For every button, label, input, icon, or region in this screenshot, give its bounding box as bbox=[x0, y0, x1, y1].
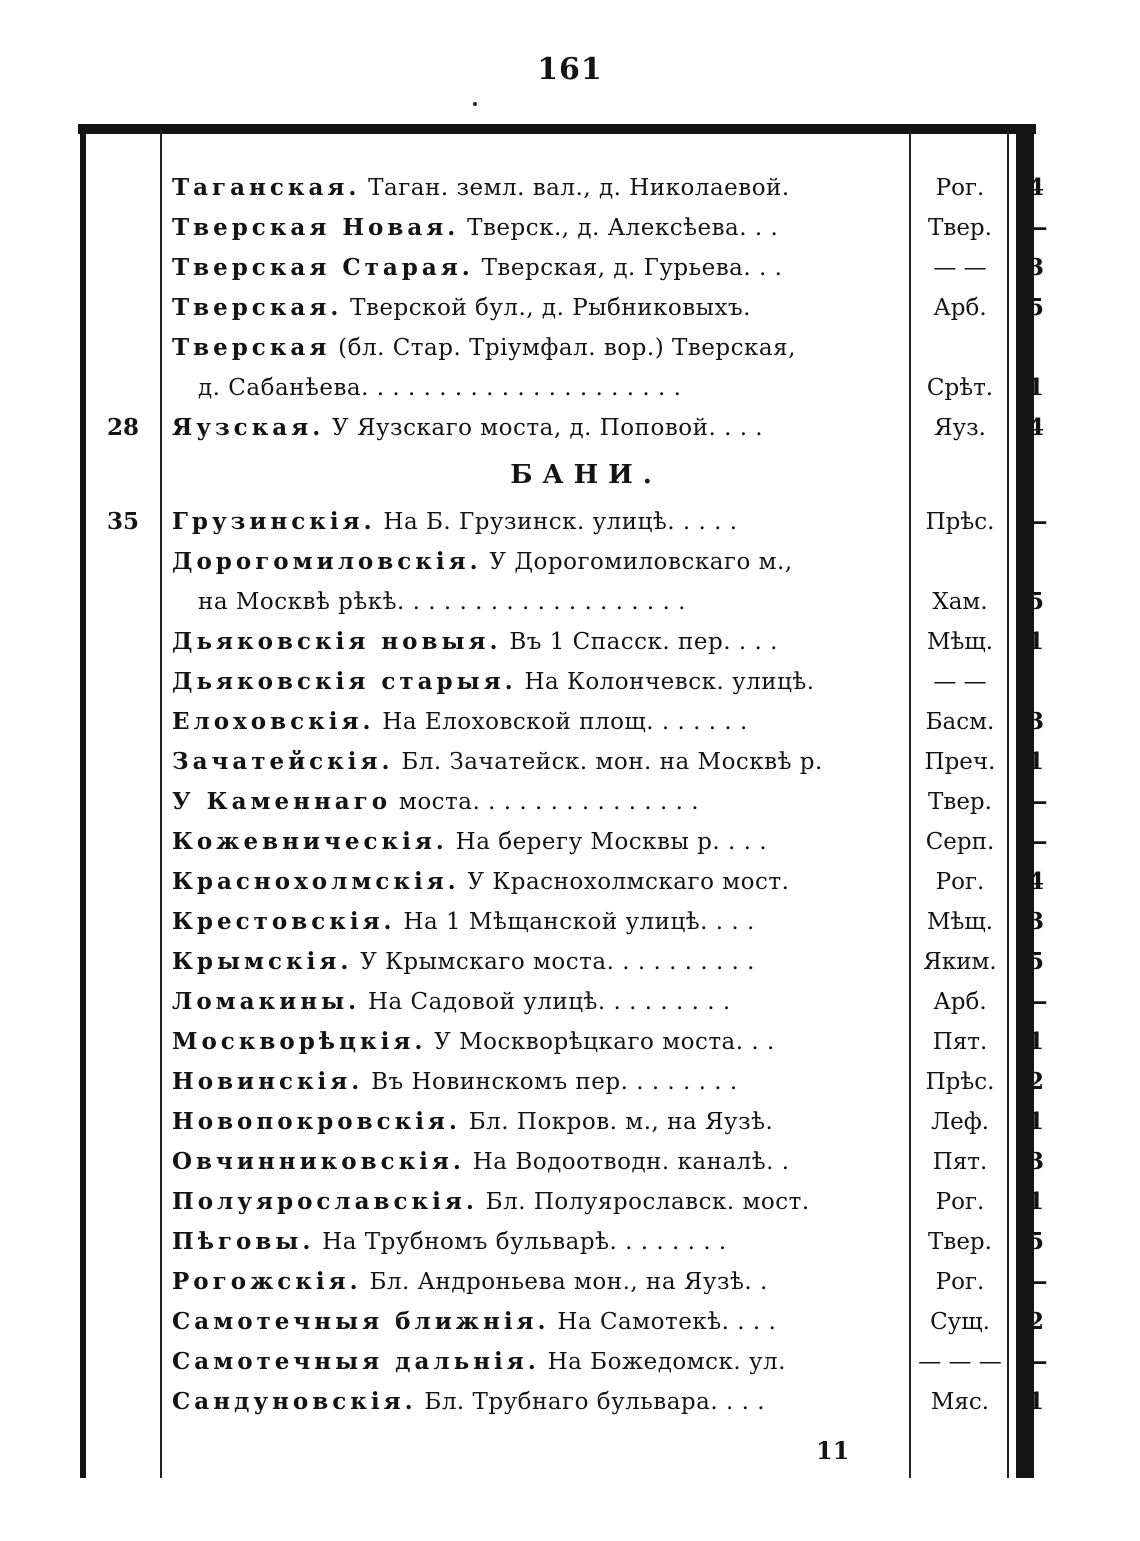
print-dot bbox=[473, 102, 477, 106]
signature-mark: 11 bbox=[816, 1436, 850, 1465]
entry-district: Яуз. bbox=[934, 415, 986, 441]
entry-address: На Водоотводн. каналѣ. . bbox=[464, 1149, 790, 1175]
entry-quarter: 5 bbox=[1027, 948, 1044, 975]
row-description bbox=[172, 208, 894, 248]
entry-address: Бл. Зачатейск. мон. на Москвѣ р. bbox=[393, 749, 823, 775]
entry-district: Рог. bbox=[935, 1189, 985, 1215]
entries-group-after bbox=[86, 502, 1048, 1422]
entry-quarter: 3 bbox=[1027, 908, 1044, 935]
entry-address: Тверск., д. Алексѣева. . . bbox=[459, 215, 779, 241]
entry-name: Крымскія. bbox=[172, 948, 353, 975]
table-row bbox=[86, 742, 1044, 782]
table-row bbox=[86, 982, 1048, 1022]
table-row bbox=[86, 1182, 1044, 1222]
table-row bbox=[86, 328, 1026, 368]
row-description bbox=[172, 328, 894, 368]
row-description bbox=[172, 862, 894, 902]
row-description bbox=[172, 742, 894, 782]
row-description bbox=[198, 582, 894, 622]
entry-quarter: 1 bbox=[1027, 1028, 1044, 1055]
entry-name: Грузинскія. bbox=[172, 508, 376, 535]
entry-district: Рог. bbox=[935, 175, 985, 201]
entry-address: У Крымскаго моста. . . . . . . . . . bbox=[352, 949, 755, 975]
entry-quarter: 3 bbox=[1027, 1148, 1044, 1175]
entry-address: У Дорогомиловскаго м., bbox=[481, 549, 793, 575]
table-row bbox=[86, 942, 1044, 982]
entry-quarter: — bbox=[1024, 1348, 1048, 1375]
entry-name: Дьяковскія новыя. bbox=[172, 628, 502, 655]
entry-name: Москворѣцкія. bbox=[172, 1028, 427, 1055]
entry-district: Прѣс. bbox=[925, 509, 995, 535]
entry-name: Зачатейскія. bbox=[172, 748, 394, 775]
entry-name: Дорогомиловскія. bbox=[172, 548, 482, 575]
entry-name: Тверская. bbox=[172, 294, 343, 321]
row-number: 35 bbox=[106, 508, 139, 535]
entry-district: Твер. bbox=[928, 1229, 992, 1255]
entry-address: Бл. Трубнаго бульвара. . . . bbox=[416, 1389, 766, 1415]
entry-name: Тверская Новая. bbox=[172, 214, 460, 241]
table-row bbox=[86, 1262, 1048, 1302]
entry-district: Твер. bbox=[928, 215, 992, 241]
entry-quarter: 5 bbox=[1027, 1228, 1044, 1255]
entry-district: Серп. bbox=[925, 829, 995, 855]
table-row bbox=[86, 582, 1044, 622]
row-description bbox=[172, 248, 894, 288]
entry-quarter: 1 bbox=[1027, 1188, 1044, 1215]
entry-quarter: 3 bbox=[1027, 254, 1044, 281]
entry-address: Въ 1 Спасск. пер. . . . bbox=[501, 629, 778, 655]
row-description bbox=[172, 168, 894, 208]
entry-name: Рогожскія. bbox=[172, 1268, 362, 1295]
entry-address: моста. . . . . . . . . . . . . . . bbox=[391, 789, 700, 815]
entry-district: Срѣт. bbox=[926, 375, 994, 401]
entry-address: На Садовой улицѣ. . . . . . . . . bbox=[360, 989, 731, 1015]
entry-district: Мѣщ. bbox=[926, 909, 994, 935]
table-row bbox=[86, 408, 1044, 448]
row-description bbox=[172, 1102, 894, 1142]
entry-quarter: 1 bbox=[1027, 1388, 1044, 1415]
row-description bbox=[172, 1222, 894, 1262]
entry-district: Яким. bbox=[923, 949, 997, 975]
entry-address: На Елоховской площ. . . . . . . bbox=[374, 709, 748, 735]
row-description bbox=[172, 502, 894, 542]
entry-name: Краснохолмскія. bbox=[172, 868, 460, 895]
entry-address: Бл. Покров. м., на Яузѣ. bbox=[460, 1109, 774, 1135]
row-description bbox=[172, 1262, 894, 1302]
entry-district: — — bbox=[933, 669, 987, 695]
table-row bbox=[86, 1022, 1044, 1062]
entry-address: На Божедомск. ул. bbox=[539, 1349, 786, 1375]
table-row bbox=[86, 288, 1044, 328]
entry-address: На Самотекѣ. . . . bbox=[549, 1309, 777, 1335]
entry-name: Ломакины. bbox=[172, 988, 361, 1015]
row-description bbox=[172, 288, 894, 328]
entry-quarter: 3 bbox=[1027, 708, 1044, 735]
table-row bbox=[86, 662, 1026, 702]
table-row bbox=[86, 822, 1048, 862]
entry-address: На Б. Грузинск. улицѣ. . . . . bbox=[375, 509, 738, 535]
entry-quarter: 1 bbox=[1027, 628, 1044, 655]
entry-address: д. Сабанѣева. . . . . . . . . . . . . . . . . . . . . bbox=[198, 375, 682, 401]
entry-district: Рог. bbox=[935, 1269, 985, 1295]
entry-district: Мяс. bbox=[930, 1389, 990, 1415]
entry-address: Тверской бул., д. Рыбниковыхъ. bbox=[342, 295, 751, 321]
entry-quarter: 2 bbox=[1027, 1068, 1044, 1095]
table-row bbox=[86, 622, 1044, 662]
entry-address: Бл. Андроньева мон., на Яузѣ. . bbox=[361, 1269, 768, 1295]
row-description bbox=[172, 662, 894, 702]
entry-district: Пят. bbox=[932, 1029, 988, 1055]
table-row bbox=[86, 702, 1044, 742]
row-description bbox=[172, 1142, 894, 1182]
entry-district: Прѣс. bbox=[925, 1069, 995, 1095]
row-description bbox=[172, 542, 894, 582]
table-row bbox=[86, 208, 1048, 248]
entry-address: У Москворѣцкаго моста. . . bbox=[426, 1029, 775, 1055]
entry-address: Таган. земл. вал., д. Николаевой. bbox=[360, 175, 790, 201]
entry-district: Арб. bbox=[933, 989, 987, 1015]
entries-group-before bbox=[86, 168, 1048, 448]
entry-quarter: — bbox=[1024, 828, 1048, 855]
row-description bbox=[172, 1062, 894, 1102]
entry-address: Бл. Полуярославск. мост. bbox=[477, 1189, 810, 1215]
entry-quarter: 1 bbox=[1027, 374, 1044, 401]
row-description bbox=[172, 982, 894, 1022]
entries-table bbox=[86, 168, 1048, 1422]
section-heading-text: БАНИ. bbox=[510, 460, 662, 490]
entry-address: (бл. Стар. Тріумфал. вор.) Тверская, bbox=[330, 335, 796, 361]
row-description bbox=[198, 368, 894, 408]
entry-district: Мѣщ. bbox=[926, 629, 994, 655]
entry-district: Басм. bbox=[925, 709, 995, 735]
entry-district: Рог. bbox=[935, 869, 985, 895]
entry-quarter: — bbox=[1024, 988, 1048, 1015]
entry-district: Пят. bbox=[932, 1149, 988, 1175]
entry-name: Кожевническія. bbox=[172, 828, 448, 855]
entry-name: Овчинниковскія. bbox=[172, 1148, 465, 1175]
entry-name: Елоховскія. bbox=[172, 708, 375, 735]
row-description bbox=[172, 408, 894, 448]
entry-address: На берегу Москвы р. . . . bbox=[447, 829, 768, 855]
table-frame-top bbox=[78, 124, 1036, 134]
entry-quarter: — bbox=[1024, 214, 1048, 241]
page-number: 161 bbox=[537, 52, 603, 87]
row-description bbox=[172, 902, 894, 942]
entry-address: На Трубномъ бульварѣ. . . . . . . . bbox=[314, 1229, 727, 1255]
table-row bbox=[86, 502, 1048, 542]
row-description bbox=[172, 1022, 894, 1062]
table-row bbox=[86, 902, 1044, 942]
entry-name: Самотечныя дальнія. bbox=[172, 1348, 540, 1375]
row-description bbox=[172, 622, 894, 662]
entry-district: Леф. bbox=[930, 1109, 990, 1135]
entry-name: Яузская. bbox=[172, 414, 325, 441]
entry-quarter: — bbox=[1024, 1268, 1048, 1295]
entry-district: — — bbox=[933, 255, 987, 281]
entry-name: Новопокровскія. bbox=[172, 1108, 461, 1135]
entry-quarter: 5 bbox=[1027, 588, 1044, 615]
entry-address: На 1 Мѣщанской улицѣ. . . . bbox=[395, 909, 755, 935]
entry-address: У Краснохолмскаго мост. bbox=[459, 869, 790, 895]
entry-district: Арб. bbox=[933, 295, 987, 321]
entry-name: Самотечныя ближнія. bbox=[172, 1308, 550, 1335]
entry-name: Таганская. bbox=[172, 174, 361, 201]
entry-name: Дьяковскія старыя. bbox=[172, 668, 517, 695]
entry-address: Тверская, д. Гурьева. . . bbox=[473, 255, 783, 281]
entry-quarter: 4 bbox=[1027, 868, 1044, 895]
entry-quarter: 4 bbox=[1027, 414, 1044, 441]
entry-address: У Яузскаго моста, д. Поповой. . . . bbox=[324, 415, 764, 441]
row-description bbox=[172, 822, 894, 862]
entry-name: Крестовскія. bbox=[172, 908, 396, 935]
table-row bbox=[86, 1342, 1048, 1382]
table-row bbox=[86, 248, 1044, 288]
entry-name: Тверская Старая. bbox=[172, 254, 474, 281]
row-description bbox=[172, 942, 894, 982]
table-row bbox=[86, 1382, 1044, 1422]
entry-quarter: 1 bbox=[1027, 748, 1044, 775]
table-row bbox=[86, 1142, 1044, 1182]
entry-quarter: 1 bbox=[1027, 1108, 1044, 1135]
entry-name: Полуярославскія. bbox=[172, 1188, 478, 1215]
table-row bbox=[86, 782, 1048, 822]
row-description bbox=[172, 782, 894, 822]
entry-district: Хам. bbox=[932, 589, 988, 615]
row-description bbox=[172, 1182, 894, 1222]
entry-quarter: 2 bbox=[1027, 1308, 1044, 1335]
entry-district: Сущ. bbox=[930, 1309, 990, 1335]
table-row bbox=[86, 168, 1044, 208]
entry-quarter: 5 bbox=[1027, 294, 1044, 321]
row-description bbox=[172, 1382, 894, 1422]
row-number: 28 bbox=[106, 414, 139, 441]
entry-name: Тверская bbox=[172, 334, 331, 361]
section-heading bbox=[86, 448, 1026, 502]
entry-address: Въ Новинскомъ пер. . . . . . . . bbox=[363, 1069, 738, 1095]
entry-name: Сандуновскія. bbox=[172, 1388, 417, 1415]
table-row bbox=[86, 1102, 1044, 1142]
table-row bbox=[86, 1302, 1044, 1342]
row-description bbox=[172, 702, 894, 742]
table-row bbox=[86, 862, 1044, 902]
row-description bbox=[172, 1302, 894, 1342]
table-row bbox=[86, 542, 1026, 582]
entry-quarter: 4 bbox=[1027, 174, 1044, 201]
entry-address: На Колончевск. улицѣ. bbox=[516, 669, 815, 695]
table-row bbox=[86, 368, 1044, 408]
entry-name: Новинскія. bbox=[172, 1068, 364, 1095]
table-row bbox=[86, 1062, 1044, 1102]
row-description bbox=[172, 1342, 894, 1382]
entry-address: на Москвѣ рѣкѣ. . . . . . . . . . . . . . . . . . . bbox=[198, 589, 686, 615]
entry-district: — — — bbox=[918, 1349, 1002, 1375]
entry-district: Твер. bbox=[928, 789, 992, 815]
entry-name: Пѣговы. bbox=[172, 1228, 315, 1255]
entry-name: У Каменнаго bbox=[172, 788, 392, 815]
entry-district: Преч. bbox=[924, 749, 996, 775]
table-row bbox=[86, 1222, 1044, 1262]
entry-quarter: — bbox=[1024, 508, 1048, 535]
entry-quarter: — bbox=[1024, 788, 1048, 815]
